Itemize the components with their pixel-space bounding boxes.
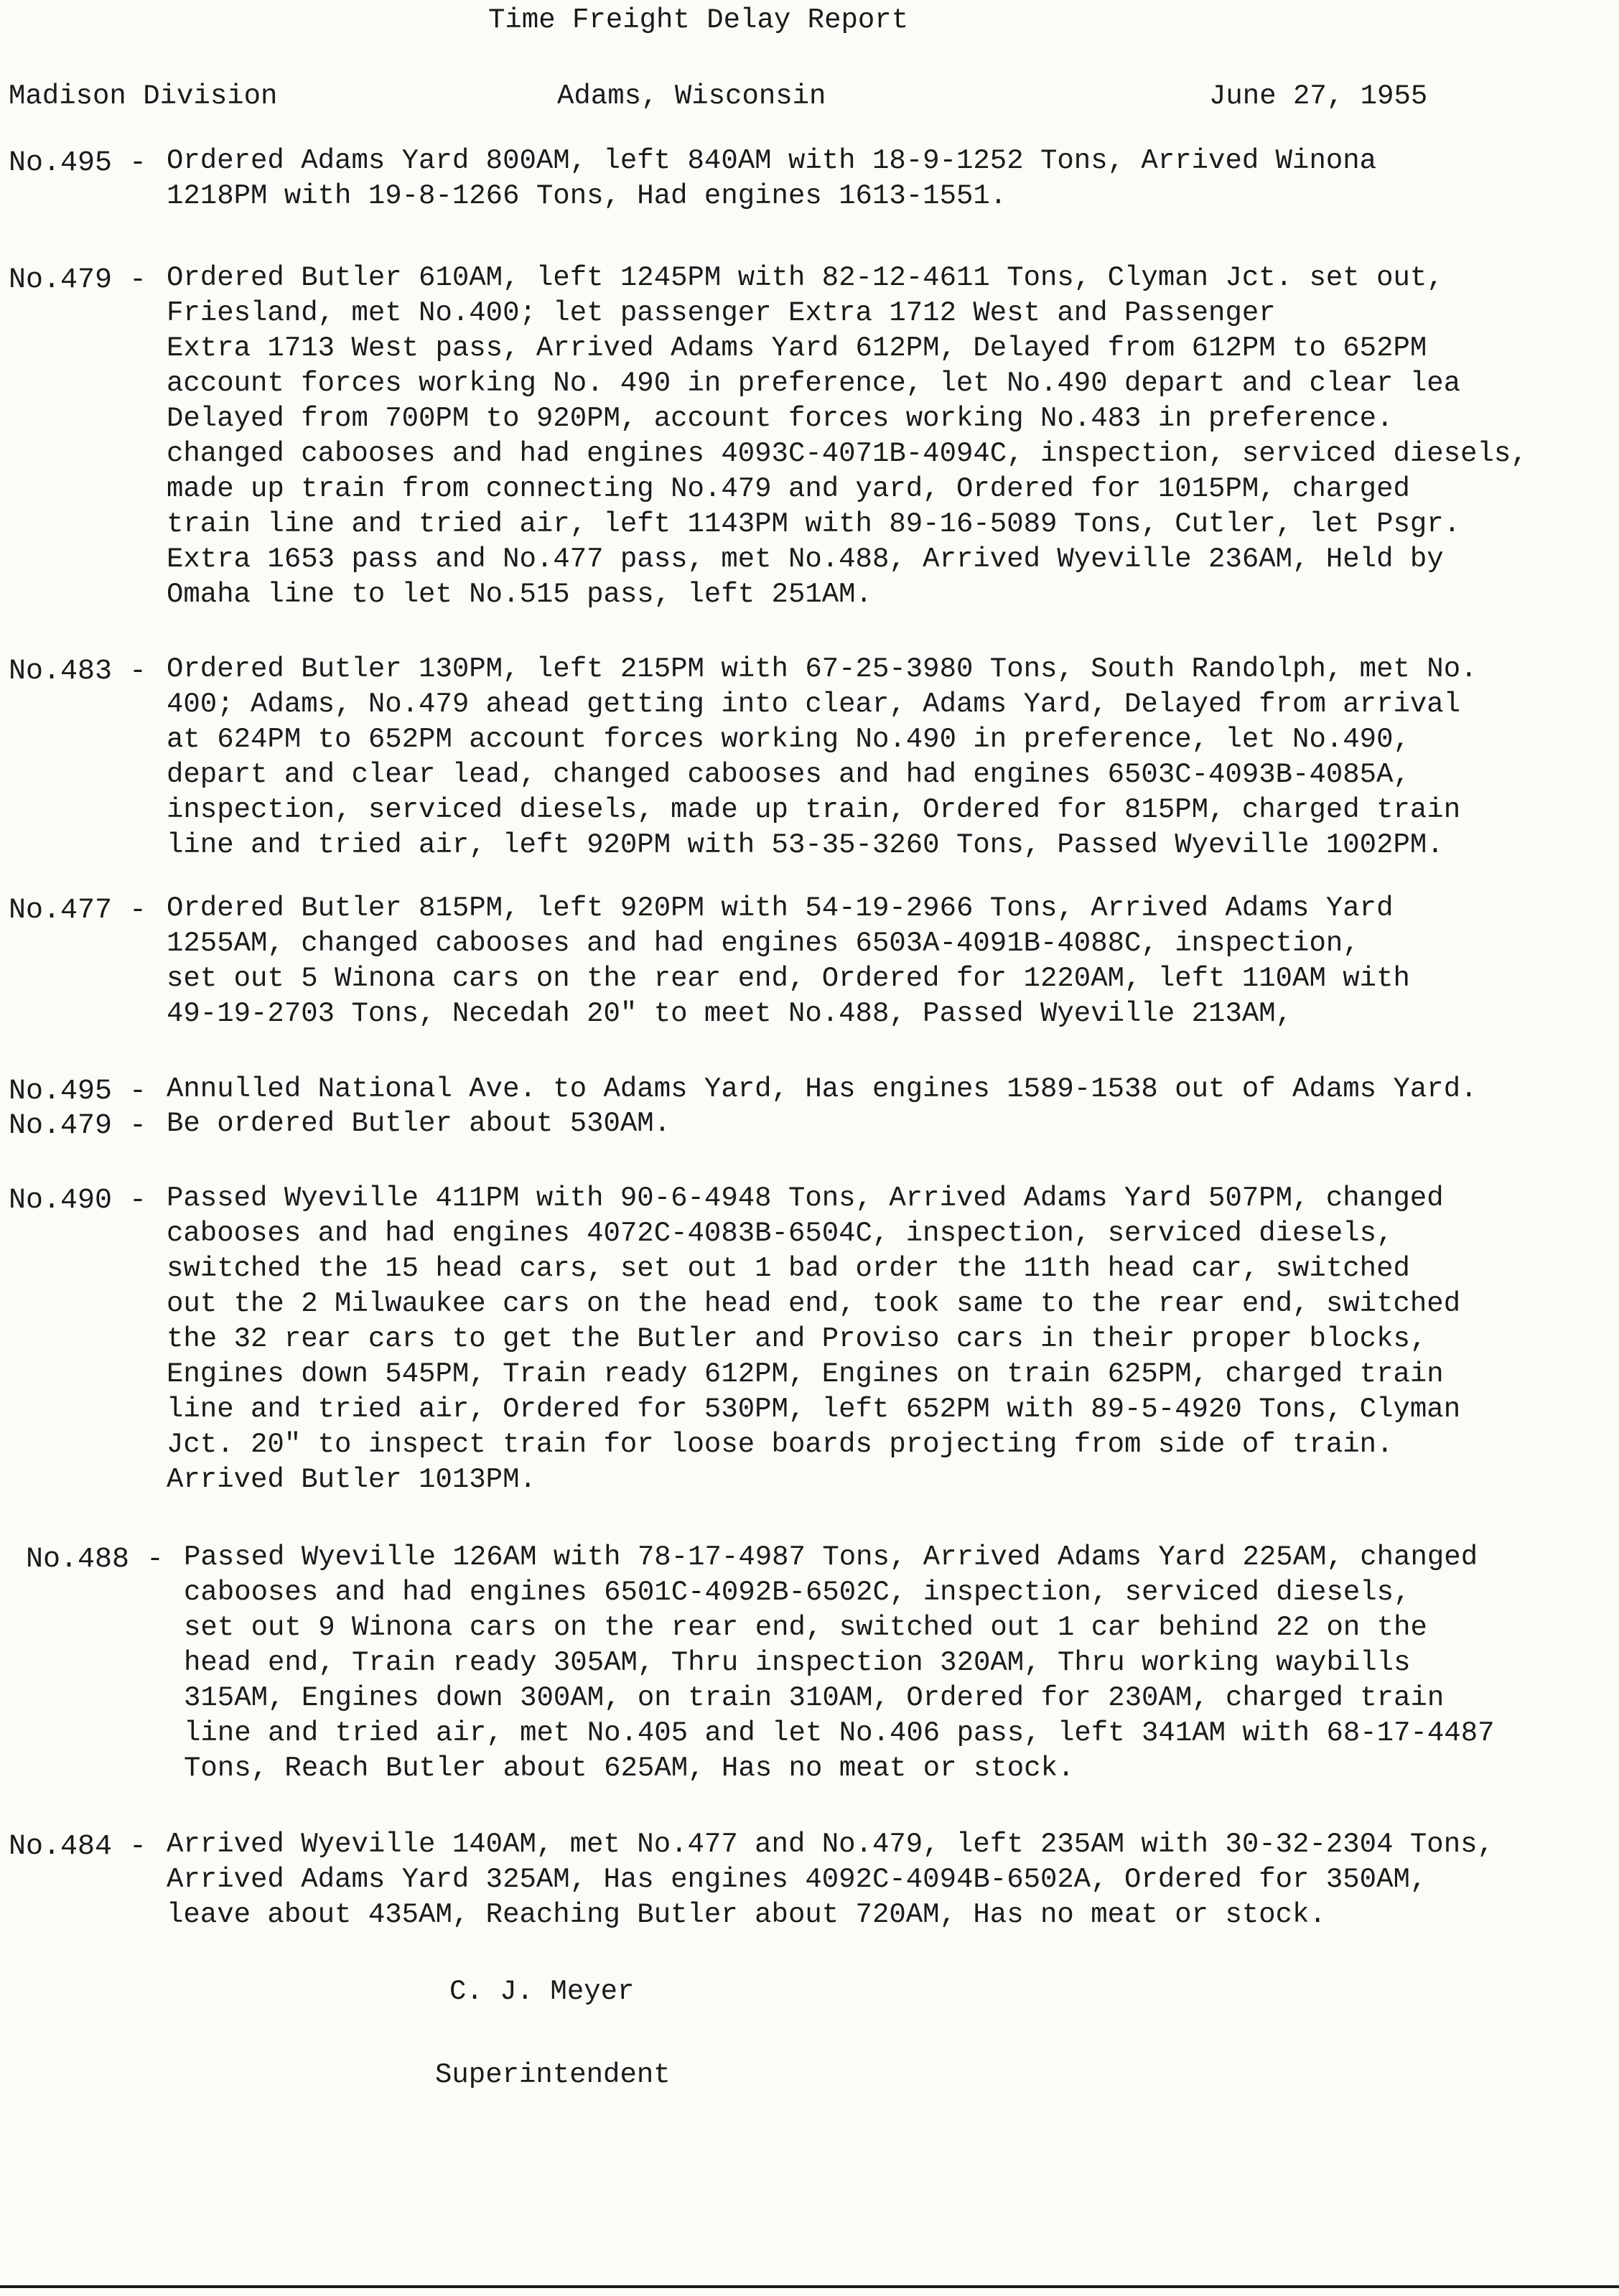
entry-text-line: set out 9 Winona cars on the rear end, switched out 1 car behind 22 on the <box>184 1612 1427 1643</box>
entry-text-line: depart and clear lead, changed cabooses and had engines 6503C-4093B-4085A, <box>167 759 1410 790</box>
entry-text-line: out the 2 Milwaukee cars on the head end, took same to the rear end, switched <box>167 1288 1461 1320</box>
entry-text-line: 315AM, Engines down 300AM, on train 310AM, Ordered for 230AM, charged train <box>184 1682 1445 1714</box>
report-title: Time Freight Delay Report <box>488 4 909 36</box>
bottom-border <box>0 2285 1619 2288</box>
train-number: No.490 - <box>9 1185 147 1217</box>
entry-text-line: set out 5 Winona cars on the rear end, Ordered for 1220AM, left 110AM with <box>167 963 1410 994</box>
entry-text-line: 400; Adams, No.479 ahead getting into clear, Adams Yard, Delayed from arrival <box>167 689 1461 720</box>
entry-text-line: head end, Train ready 305AM, Thru inspection 320AM, Thru working waybills <box>184 1647 1411 1679</box>
entry-text-line: cabooses and had engines 4072C-4083B-6504C, inspection, serviced diesels, <box>167 1218 1394 1249</box>
train-number: No.483 - <box>9 655 147 688</box>
division-name: Madison Division <box>9 80 278 112</box>
entry-text-line: switched the 15 head cars, set out 1 bad order the 11th head car, switched <box>167 1253 1410 1284</box>
entry-text-line: line and tried air, met No.405 and let No.406 pass, left 341AM with 68-17-4487 <box>184 1717 1495 1749</box>
train-number: No.479 - <box>9 1110 147 1142</box>
entry-text-line: Ordered Butler 130PM, left 215PM with 67-25-3980 Tons, South Randolph, met No. <box>167 653 1478 685</box>
entry-text-line: Omaha line to let No.515 pass, left 251AM. <box>167 579 872 610</box>
entry-text-line: Be ordered Butler about 530AM. <box>167 1108 671 1139</box>
entry-text-line: Annulled National Ave. to Adams Yard, Has engines 1589-1538 out of Adams Yard. <box>167 1073 1478 1105</box>
train-number: No.484 - <box>9 1831 147 1863</box>
train-number: No.495 - <box>9 1075 147 1108</box>
entry-text-line: Ordered Butler 815PM, left 920PM with 54-19-2966 Tons, Arrived Adams Yard <box>167 892 1394 924</box>
entry-text-line: Friesland, met No.400; let passenger Extra 1712 West and Passenger <box>167 297 1276 329</box>
entry-text-line: leave about 435AM, Reaching Butler about 720AM, Has no meat or stock. <box>167 1899 1326 1931</box>
signature-name: C. J. Meyer <box>449 1976 635 2007</box>
entry-text-line: train line and tried air, left 1143PM with 89-16-5089 Tons, Cutler, let Psgr. <box>167 508 1461 540</box>
entry-text-line: account forces working No. 490 in preference, let No.490 depart and clear lea <box>167 368 1461 399</box>
signature-title: Superintendent <box>435 2059 671 2091</box>
entry-text-line: Passed Wyeville 126AM with 78-17-4987 Tons, Arrived Adams Yard 225AM, changed <box>184 1541 1478 1573</box>
train-number: No.488 - <box>26 1544 164 1576</box>
entry-text-line: Ordered Adams Yard 800AM, left 840AM with 18-9-1252 Tons, Arrived Winona <box>167 145 1377 177</box>
entry-text-line: changed cabooses and had engines 4093C-4071B-4094C, inspection, serviced diesels, <box>167 438 1528 470</box>
entry-text-line: cabooses and had engines 6501C-4092B-6502C, inspection, serviced diesels, <box>184 1577 1411 1608</box>
report-date: June 27, 1955 <box>1209 80 1428 112</box>
entry-text-line: 1255AM, changed cabooses and had engines 6503A-4091B-4088C, inspection, <box>167 928 1360 959</box>
entry-text-line: Extra 1713 West pass, Arrived Adams Yard 612PM, Delayed from 612PM to 652PM <box>167 332 1427 364</box>
entry-text-line: 1218PM with 19-8-1266 Tons, Had engines 1613-1551. <box>167 180 1007 212</box>
train-number: No.495 - <box>9 147 147 179</box>
entry-text-line: Engines down 545PM, Train ready 612PM, Engines on train 625PM, charged train <box>167 1358 1444 1390</box>
entry-text-line: Jct. 20" to inspect train for loose boards projecting from side of train. <box>167 1429 1394 1460</box>
train-number: No.477 - <box>9 895 147 927</box>
report-location: Adams, Wisconsin <box>557 80 826 112</box>
entry-text-line: Arrived Butler 1013PM. <box>167 1464 536 1495</box>
entry-text-line: Delayed from 700PM to 920PM, account forces working No.483 in preference. <box>167 403 1394 434</box>
entry-text-line: line and tried air, Ordered for 530PM, left 652PM with 89-5-4920 Tons, Clyman <box>167 1394 1461 1425</box>
entry-text-line: line and tried air, left 920PM with 53-35-3260 Tons, Passed Wyeville 1002PM. <box>167 829 1444 861</box>
entry-text-line: at 624PM to 652PM account forces working No.490 in preference, let No.490, <box>167 724 1410 755</box>
entry-text-line: Extra 1653 pass and No.477 pass, met No.488, Arrived Wyeville 236AM, Held by <box>167 543 1444 575</box>
entry-text-line: Ordered Butler 610AM, left 1245PM with 82-12-4611 Tons, Clyman Jct. set out, <box>167 262 1444 294</box>
entry-text-line: Arrived Adams Yard 325AM, Has engines 4092C-4094B-6502A, Ordered for 350AM, <box>167 1864 1427 1895</box>
entry-text-line: the 32 rear cars to get the Butler and Proviso cars in their proper blocks, <box>167 1323 1427 1355</box>
entry-text-line: 49-19-2703 Tons, Necedah 20" to meet No.488, Passed Wyeville 213AM, <box>167 998 1293 1030</box>
entry-text-line: inspection, serviced diesels, made up train, Ordered for 815PM, charged train <box>167 794 1461 826</box>
train-number: No.479 - <box>9 264 147 297</box>
entry-text-line: Tons, Reach Butler about 625AM, Has no meat or stock. <box>184 1753 1075 1784</box>
entry-text-line: made up train from connecting No.479 and yard, Ordered for 1015PM, charged <box>167 473 1410 505</box>
entry-text-line: Arrived Wyeville 140AM, met No.477 and No.479, left 235AM with 30-32-2304 Tons, <box>167 1829 1494 1860</box>
entry-text-line: Passed Wyeville 411PM with 90-6-4948 Tons, Arrived Adams Yard 507PM, changed <box>167 1182 1444 1214</box>
